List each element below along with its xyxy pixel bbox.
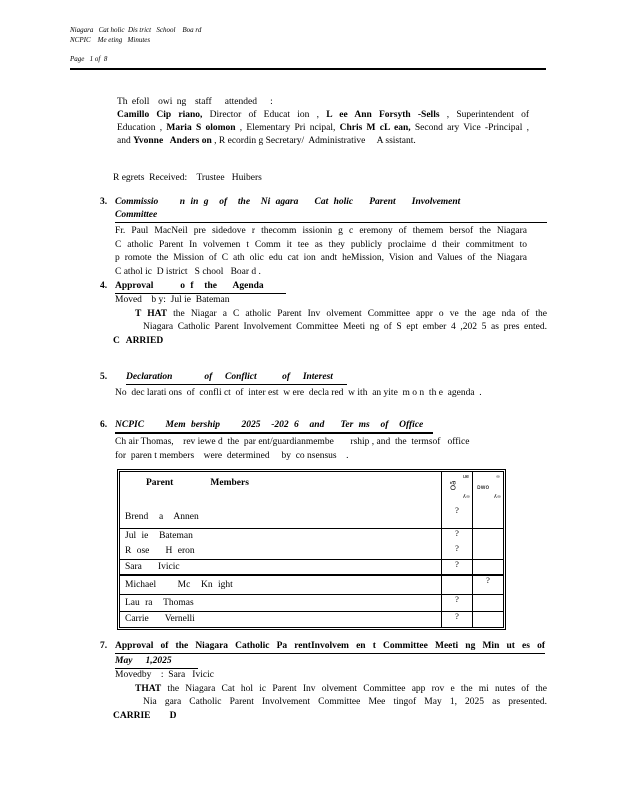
term-one-mark: ? [442,506,473,528]
page-number: Page 1 of 8 [70,55,108,63]
attendance-line [117,135,529,148]
header-board-name: Niagara Cat holic Dis trict School Boa rd [70,26,202,34]
item-number: 7. [100,641,108,651]
that-keyword: T HAT [135,308,168,319]
member-name: Jul ie Bateman [120,529,442,544]
text-segment: and [117,136,134,146]
term-two-mark [473,506,503,528]
text-segment: Director of Educat ion , [202,110,327,120]
term-two-mark [473,544,503,559]
member-name: Sara Ivicic [120,560,442,574]
item-number: 5. [100,372,108,382]
rotated-header-fragment: ʎ∞ [493,494,501,500]
item-7-title-line-2: May 1,2025 [115,655,198,669]
table-header-row [120,472,503,506]
rotated-header-fragment: ᴅᴡᴏ [477,484,490,491]
rotated-header-fragment: ∞ [495,474,500,480]
staff-name: Chris M cL ean, [339,123,411,133]
member-name: Lau ra Thomas [120,595,442,611]
text-segment: , R ecordin g Secretary/ Administrative A ssistant. [211,136,416,146]
item-7-title-line-1: Approval of the Niagara Catholic Pa rentInvolvem en t Committee Meeti ng Min ut es of [115,640,545,654]
item-7-moved-by: Movedby : Sara Ivicic [115,670,214,680]
parent-members-table [117,469,506,630]
item-4-motion-line [135,308,547,322]
attendance-line [117,109,529,122]
term-two-mark: ? [486,575,490,585]
staff-name: Camillo Cip riano, [117,110,203,120]
table-row [120,612,503,627]
item-number: 4. [100,281,108,291]
that-keyword: THAT [135,683,162,694]
item-3-body-line: Fr. Paul MacNeil pre sidedove r thecomm issionin g c eremony of themem bersof the Niagara [115,226,527,236]
agenda-item-6-membership-terms [100,419,547,463]
attendance-section [117,96,529,148]
agenda-item-7-approval-of-minutes [100,640,547,723]
regrets-line: R egrets Received: Trustee Huibers [113,173,262,183]
member-name: Carrie Vernelli [120,612,442,627]
text-segment: the Niagar a C atholic Parent Inv olvement Committee appr o ve the age nda of the [167,308,547,319]
member-name: Michael Mc Kn ight [120,576,442,594]
term-two-mark [473,560,503,574]
agenda-item-5-conflict-of-interest [100,371,547,401]
text-segment: the Niagara Cat hol ic Parent Inv olvement Committee app rov e the mi nutes of the [161,683,547,694]
column-header-parent-members: Parent Members [120,472,442,506]
item-number: 6. [100,420,108,430]
term-two-mark [473,595,503,611]
item-5-title: Declaration of Conflict of Interest [126,371,347,385]
member-name: Brend a Annen [120,506,442,528]
item-6-title: NCPIC Mem bership 2025 -202 6 and Ter ms of Office [115,419,433,434]
rotated-header-fragment: ue [462,474,469,480]
rotated-header-fragment: Oã [449,480,458,491]
item-3-body-line: p romote the Mission of C ath olic edu cat ion andt heMission, Vision and Values of the Niagara [115,253,527,263]
item-7-carried: CARRIE D [113,710,177,721]
table-row [120,529,503,544]
term-one-mark: ? [442,612,473,627]
item-3-title: Commissio n in g of the Ni agara Cat holic Parent Involvement Committee [115,196,547,223]
column-header-term-one [442,472,473,506]
item-3-body-line: C atholic Parent In volvemen t Comm it tee as they publicly proclaime d their commitment to [115,239,527,250]
agenda-item-4-approval-of-agenda [100,280,547,348]
item-3-body-line: C athol ic D istrict S chool Boar d . [115,266,261,277]
text-segment: , Elementary Pri ncipal, [235,123,340,133]
table-row [120,595,503,612]
header-doc-title: NCPIC Me eting Minutes [70,35,151,44]
term-one-mark: ? [442,595,473,611]
item-4-moved-by: Moved b y: Jul ie Bateman [115,295,230,305]
attendance-line [117,122,529,135]
item-5-body-line: No dec larati ons of confli ct of inter est w ere decla red w ith an yite m o n th e agenda . [115,388,482,398]
item-6-body-line: for paren t members were determined by co nsensus . [115,450,349,461]
term-one-mark [442,576,473,594]
table-row [120,544,503,560]
item-number: 3. [100,197,108,207]
page-header [70,26,546,70]
rotated-header-fragment: ʎ∞ [462,494,470,500]
staff-name: Yvonne Anders on [133,136,212,146]
member-name: R ose H eron [120,544,442,559]
item-7-motion-line [135,683,547,697]
term-two-mark [473,612,503,627]
term-one-mark: ? [442,544,473,559]
term-one-mark: ? [442,529,473,544]
item-7-motion-line: Nia gara Catholic Parent Involvement Committee Mee tingof May 1, 2025 as presented. [143,697,547,707]
table-row [120,560,503,576]
item-4-title: Approval o f the Agenda [115,280,286,294]
term-one-mark: ? [442,560,473,574]
text-segment: , Superintendent of [439,110,529,120]
text-segment: Second ary Vice -Principal , [410,123,529,133]
term-two-mark [473,529,503,544]
item-6-body-line: Ch air Thomas, rev iewe d the par ent/guardianmembe rship , and the termsof office [115,437,470,447]
table-row [120,506,503,529]
table-row [120,576,503,595]
attendance-intro: Th efoll owi ng staff attended : [117,97,273,107]
column-header-term-two [473,472,503,506]
staff-name: L ee Ann Forsyth -Sells [326,110,440,120]
agenda-item-3-commissioning [100,196,547,279]
item-4-carried: C ARRIED [113,335,164,346]
text-segment: Education , [117,123,167,133]
staff-name: Maria S olomon [166,123,236,133]
item-4-motion-line: Niagara Catholic Parent Involvement Committee Meeti ng of S ept ember 4 ,202 5 as pres ented. [143,322,547,332]
